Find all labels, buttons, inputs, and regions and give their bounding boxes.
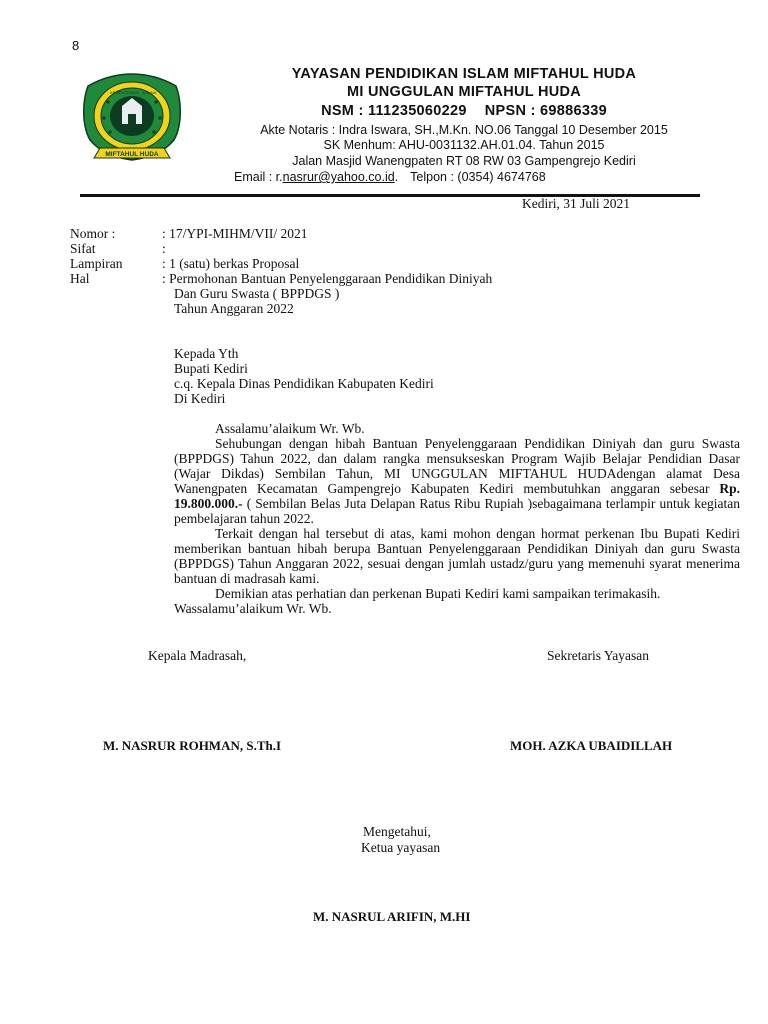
left-signer-name: M. NASRUR ROHMAN, S.Th.I [103,738,282,753]
contact-line [234,170,546,184]
center-signer-title-1: Mengetahui, [363,824,431,839]
logo-emblem-icon [78,72,186,168]
letter-date: Kediri, 31 Juli 2021 [522,196,630,211]
phone-number: Telpon : (0354) 4674768 [410,170,546,184]
sifat-value: : [162,241,166,256]
page-number: 8 [72,38,80,53]
email-label: Email : r. [234,170,283,184]
hal-value-line3: Tahun Anggaran 2022 [174,301,294,316]
closing-salutation: Wassalamu’alaikum Wr. Wb. [174,601,332,616]
body-paragraph-3: Demikian atas perhatian dan perkenan Bupati Kediri kami sampaikan terimakasih. [215,586,661,601]
logo-ring-text-left: KEMENTERIAN [110,90,139,95]
notary-deed: Akte Notaris : Indra Iswara, SH.,M.Kn. NO.06 Tanggal 10 Desember 2015 [260,123,668,137]
school-name: MI UNGGULAN MIFTAHUL HUDA [346,84,582,100]
foundation-name: YAYASAN PENDIDIKAN ISLAM MIFTAHUL HUDA [291,66,637,82]
hal-value-line1: : Permohonan Bantuan Penyelenggaraan Pendidikan Diniyah [162,271,493,286]
center-signer-name: M. NASRUL ARIFIN, M.HI [313,909,471,924]
nomor-label: Nomor : [70,226,116,241]
npsn-number: NPSN : 69886339 [484,103,607,119]
budget-amount: Rp. 19.800.000.- [174,481,740,511]
lampiran-value: : 1 (satu) berkas Proposal [162,256,300,271]
center-signer-title-2: Ketua yayasan [361,840,441,855]
sk-menhum: SK Menhum: AHU-0031132.AH.01.04. Tahun 2015 [323,138,605,152]
email-link[interactable]: nasrur@yahoo.co.id [282,170,395,184]
logo-banner-text: MIFTAHUL HUDA [105,151,159,158]
greeting: Assalamu’alaikum Wr. Wb. [215,421,365,436]
right-signer-title: Sekretaris Yayasan [547,648,649,663]
school-logo [78,72,186,168]
hal-value-line2: Dan Guru Swasta ( BPPDGS ) [174,286,340,301]
recipient-line2: Bupati Kediri [174,361,248,376]
nsm-number: NSM : 111235060229 [321,103,467,119]
logo-ring-text-right: AGAMA [142,90,157,95]
left-signer-title: Kepala Madrasah, [148,648,247,663]
body-paragraph-2: Terkait dengan hal tersebut di atas, kami mohon dengan hormat perkenan Ibu Bupati Kediri memberikan bantuan hibah berupa Bantuan Penyelenggaraan Pendidikan Diniyah dan guru Swasta (BPPDGS) Tahun Anggaran 2022, sesuai dengan jumlah ustadz/guru yang memenuhi syarat menerima bantuan di madrasah kami. [174,526,740,586]
body-paragraph-1: Sehubungan dengan hibah Bantuan Penyelenggaraan Pendidikan Diniyah dan guru Swasta (BPPDGS) Tahun 2022, dan dalam rangka mensukseskan Program Wajib Belajar Pendidian Dasar (Wajar Dikdas) Sembilan Tahun, MI UNGGULAN MIFTAHUL HUDAdengan alamat Desa Wanengpaten Kecamatan Gampengrejo Kabupaten Kediri membutuhkan anggaran sebesar Rp. 19.800.000.- ( Sembilan Belas Juta Delapan Ratus Ribu Rupiah )sebagaimana terlampir untuk kegiatan pembelajaran tahun 2022. [174,436,740,526]
right-signer-name: MOH. AZKA UBAIDILLAH [510,738,673,753]
recipient-line4: Di Kediri [174,391,226,406]
sifat-label: Sifat [70,241,96,256]
school-address: Jalan Masjid Wanengpaten RT 08 RW 03 Gampengrejo Kediri [292,154,636,168]
school-id-line [180,103,748,119]
email-tail: . [394,170,399,184]
hal-label: Hal [70,271,90,286]
lampiran-label: Lampiran [70,256,123,271]
nomor-value: : 17/YPI-MIHM/VII/ 2021 [162,226,308,241]
recipient-line1: Kepada Yth [174,346,239,361]
recipient-line3: c.q. Kepala Dinas Pendidikan Kabupaten Kediri [174,376,434,391]
